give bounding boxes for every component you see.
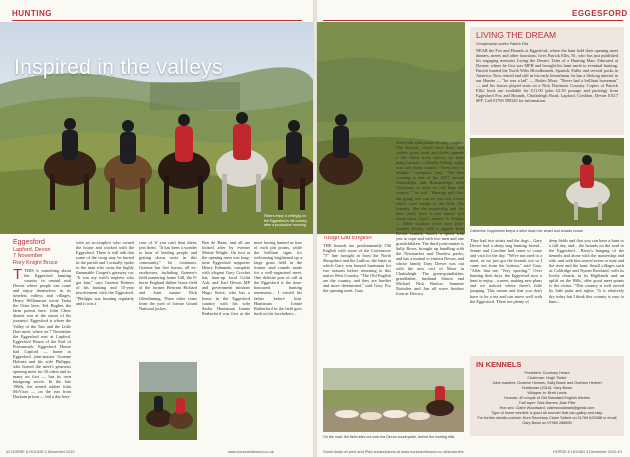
kennels-line: Type of horse needed: a good all-rounder that can gallop and stay. bbox=[491, 411, 603, 415]
tough-title: Tough Old English bbox=[323, 236, 372, 241]
intro-date: 7 November bbox=[13, 253, 43, 259]
hounds-illustration bbox=[323, 368, 464, 432]
kennels-line: President: Courtney Heard bbox=[524, 371, 570, 375]
hounds-caption: On the road: the field rides out over the Devon countryside, before the hunting hills bbox=[323, 435, 455, 439]
intro-location: Lapford, Devon bbox=[13, 246, 51, 253]
kennels-line: Chairman: Hugh Tinder bbox=[527, 376, 567, 380]
hunt-field-illustration bbox=[0, 22, 313, 234]
headline: Inspired in the valleys bbox=[14, 56, 223, 79]
kennels-line: Whipper-in: Brett Lewis bbox=[527, 391, 567, 395]
kennels-line: Trail layer: Nick Barnes, Alan Pike bbox=[518, 401, 576, 405]
left-folio: 42 HORSE & HOUND 3 December 2010 bbox=[6, 450, 75, 454]
article-column-3 bbox=[139, 240, 197, 358]
left-website: www.horseandhound.co.uk bbox=[228, 450, 274, 454]
column-1-text: THIS is something about the Eggesford hunting country in central mid Devon where people can come and enjoy themselves in its timeless valleys and villages. Henry Williamson wrote Tarka the Otter here, Ted Hughes the farm poems here. John Chew dianist was at the outset of his journeys. Eggesford is where the Valley of the Taw and the Little Dart meet, where on 7 November the Eggesford met at Lapford. Eggesford House of the Earl of Portsmouth. Eggesford House had Lapford — home to Eggesford joint-master Graeme Holmes and his wife Philippa, who hosted the meet's generous opening meet for 30 riders and as many on foot — has its own intriguing secret. In the late 1960s, the armed robber John McVicar — on the run from Durham prison — hid a day here bbox=[13, 268, 71, 400]
kennels-line: Joint-masters: Graeme Holmes, Sally Bowe and Graham Herbert bbox=[492, 381, 602, 385]
hunt-field-small-illustration bbox=[470, 138, 624, 226]
column-4-text: Ben de Haan, and all are looked after by eventer Maisie Wright. On foot at the opening meet was long-time Eggesford supporter Henry Edmunds, complete with elegant Grey Crocket hat, hunt-up local Colin Ash, and Earl Devon MP and government minister Hugo Swire, who has a home in the Eggesford country with his wife Sasha. Huntsman Jonnie Rutherford was first at the meet having hunted in four of each pin points, while the brilliant signs for welcoming brightened up a large grass field in the former stud rounds made for a well-organised meet. One definite port of call at the Eggesford is the time-honoured hunting tenements... I visited his father before him. Huntsman Jonnie Rutherford in the field goes back on his forefathers... bbox=[202, 240, 302, 316]
field-caption: Catherine Coppleston keeps a strict down her smart and crowds crowd bbox=[470, 229, 583, 233]
field-photo bbox=[470, 138, 624, 226]
riders-photo bbox=[139, 362, 197, 440]
living-the-dream-box bbox=[470, 27, 624, 135]
right-subscribe-line: Great deals on print and iPad subscriptions at www.horseandhound.co.uk/subscribe bbox=[323, 450, 464, 454]
hunt-intro bbox=[13, 240, 58, 266]
section-rule bbox=[12, 20, 302, 21]
hero-caption: Riders enjoy a whirlyjig on the Eggesford's hill country after a productive morning bbox=[264, 214, 308, 228]
living-byline: Octogenarian author Patrick Ellis bbox=[476, 42, 529, 46]
kennels-line: Hon sec: Claire Woodward; clairewoodward@gmail.com bbox=[499, 406, 595, 410]
intro-author: Rory Knight Bruce bbox=[13, 259, 58, 266]
article-column-1: TTHIS is something about the Eggesford hunting country in central mid Devon where people can come and enjoy themselves in its timeless valleys and villages. Henry Williamson wrote Tarka the Otter here, Ted Hughes the farm poems here. John Chew dianist was at the outset of his journeys. Eggesford is where the Valley of the Taw and the Little Dart meet, where on 7 November the Eggesford met at Lapford. Eggesford House of the Earl of Portsmouth. Eggesford House had Lapford — home to Eggesford joint-master Graeme Holmes and his wife Philippa, who hosted the meet's generous opening meet for 30 riders and as many on foot — has its own intriguing secret. In the late 1960s, the armed robber John McVicar — on the run from Durham prison — hid a day here bbox=[13, 268, 71, 400]
hero-photo bbox=[0, 22, 313, 234]
right-folio: HORSE & HOUND 3 December 2010 43 bbox=[553, 450, 622, 454]
kennels-line: Hounds: 40 couple of Old Standard English bitches bbox=[504, 396, 590, 400]
hounds-photo bbox=[323, 368, 464, 432]
tough-column-1-text: THE hounds are predominantly Old English with some of the Cottesmore "T" line brought in from the North Shropshire and the Ludlow, the latter at which Gary was hunted huntsman for two seasons before returning to this native West Country. "The Old English are the country, and they are hardier and more determined," said Gary. For the opening meet, Gary bbox=[323, 243, 391, 294]
living-title: LIVING THE DREAM bbox=[476, 30, 557, 40]
kennels-line: For further details contact: Hunt Secretary Claire Tolbert on 01769 620088 or email Gary Bown on 07960 288899 bbox=[477, 416, 617, 425]
right-page bbox=[317, 0, 630, 457]
article-column-4 bbox=[202, 240, 302, 440]
section-rule-right bbox=[323, 20, 623, 21]
riders-illustration bbox=[139, 362, 197, 440]
left-page bbox=[0, 0, 313, 457]
tough-column-2 bbox=[396, 140, 464, 364]
kennels-line: Huntsman (2010): Gary Bown bbox=[521, 386, 573, 390]
section-tab-eggesford: EGGESFORD bbox=[572, 9, 628, 18]
living-text: NEAR the Fox and Hounds at Eggesford, where the hunt hold their opening meet dinners, meets and other functions, lives Patrick Ellis, 81, who has just published his engaging memoirs Living the Dream: Tales of a Hunting Man. Educated at Downe, where he first was MFH and brought his hunt uncle to eventual hunting, Patrick hunted the North Wilts Bloodhounds, Spanish, Fuller and several packs in America. Now retired and still as his early kennelman, he has a lifelong interest in our Hunter — "he was a lad" — Rodeo Moor. "Never had a brilliant horseman" — and his horses played seats on a Nick Dartmoor Country. Copies of Patrick Ellis' book are available for £11.00 (plus £2.50 postage and packing) from Eggesford Fox and Hounds, Chulmleigh Road, Lapford, Crediton, Devon EX17 6PF. Call 01769 580345 for information. bbox=[476, 48, 618, 104]
intro-hunt-name: Eggesford bbox=[13, 239, 45, 246]
tough-column-3 bbox=[470, 238, 542, 352]
kennels-title: IN KENNELS bbox=[476, 360, 522, 369]
column-3-text: case of 'if you can't beat them, join them'. "It has been a wonder to hear of leading people and getting down roots in this community," he continues. Graeme has five horses, all ex-racehorses, including Graeme's field mastering home Gill, the 8-horse England thither horse field of the former Bertram Richard and Joint master Nick Glendinning. Three other come from the yard of former Grand National jockey bbox=[139, 240, 197, 311]
tough-column-4-text: deep fields and that you can have a hunt or a full day, and... the hounds on the road to the Eggesford... Berry's hanging of the kennels and alone with the mastership and ride, and with him reared seven or nine and the river and the hunt. Small villages such as Coldridge and Nymet Rowland, with its lovely church, in its Highlands and an uplift on the Hills, offer good meet points to the visitor. "This country is well served by little pubs and rights. "It is relatively dry today but I think this country is easy to hunt... bbox=[549, 238, 624, 304]
tough-column-2-text: from both wild ponies of lofty couples. The kennels, which have their own stables, grass yards and fields, operate a full fallen stock service for their many farmers, a Woolly Gilling rugby runs and sheep country. "Scent here is reliable," continued Gary. "The best scenting is east of the A377 around Chulmleigh and Romansleigh after Christmas, so what we call 'bogs and country'," he said. "Hunting said that, but going wet can set two ash woods which were bridge in the field. The kennels, like the mastership and the hunt itself, have a real family feel about them. Gary's partner Jo Jenkins — father Graham wrote their joint-masters Lesley, with a rapport from Devon country, there's a sprint with you to cope and with two men and one grandchildren. The third joint-master is Sally Bowe, brought up handling with the Newmarket and Thurlow packs, and has a mutual to eastern Devon, and whose family Tony Drewe was out with the new owl of Moor in Chulmleigh. The great-grandfather, grandfather, husband Simon and Michael Nick Barlow, Summer Nottolier and Jan all wave finishes from at Dewwa bbox=[396, 140, 464, 297]
article-column-2 bbox=[76, 240, 134, 440]
column-2-text: with an accomplice who owned the house and worked with the Eggesford. There is still talk that some of the swag may be buried in the parish and I actually spoke to the man who owns the highly flammable Cooper's getaway car. "It was my wife's nephew who got him," says Graeme Holmes of his hunting and 15-year involvement with the Eggesford. "Philippa was hunting regularly and it was a bbox=[76, 240, 134, 306]
tough-column-3-text: They had two stoats and the dogs... Gary Drewe had a sharp stag hunting friend... Jennie and Caroline had come to come and visit for the day. "We're not used to a meet, as we just got the hounds out so I came out from the bottom," said Gary. "After that me, 'Very sporting.'" Over hunting their days, the Eggesford now a hunt to enjoy... a meet, making new plans and we noticed where there's little jumping. This means and that you don't have to be a tea and can move well with the Eggesford. There are plenty of bbox=[470, 238, 542, 304]
in-kennels-box bbox=[470, 356, 624, 436]
section-tab-hunting: HUNTING bbox=[12, 9, 52, 18]
tough-column-4 bbox=[549, 238, 624, 352]
tough-column-1 bbox=[323, 236, 391, 366]
